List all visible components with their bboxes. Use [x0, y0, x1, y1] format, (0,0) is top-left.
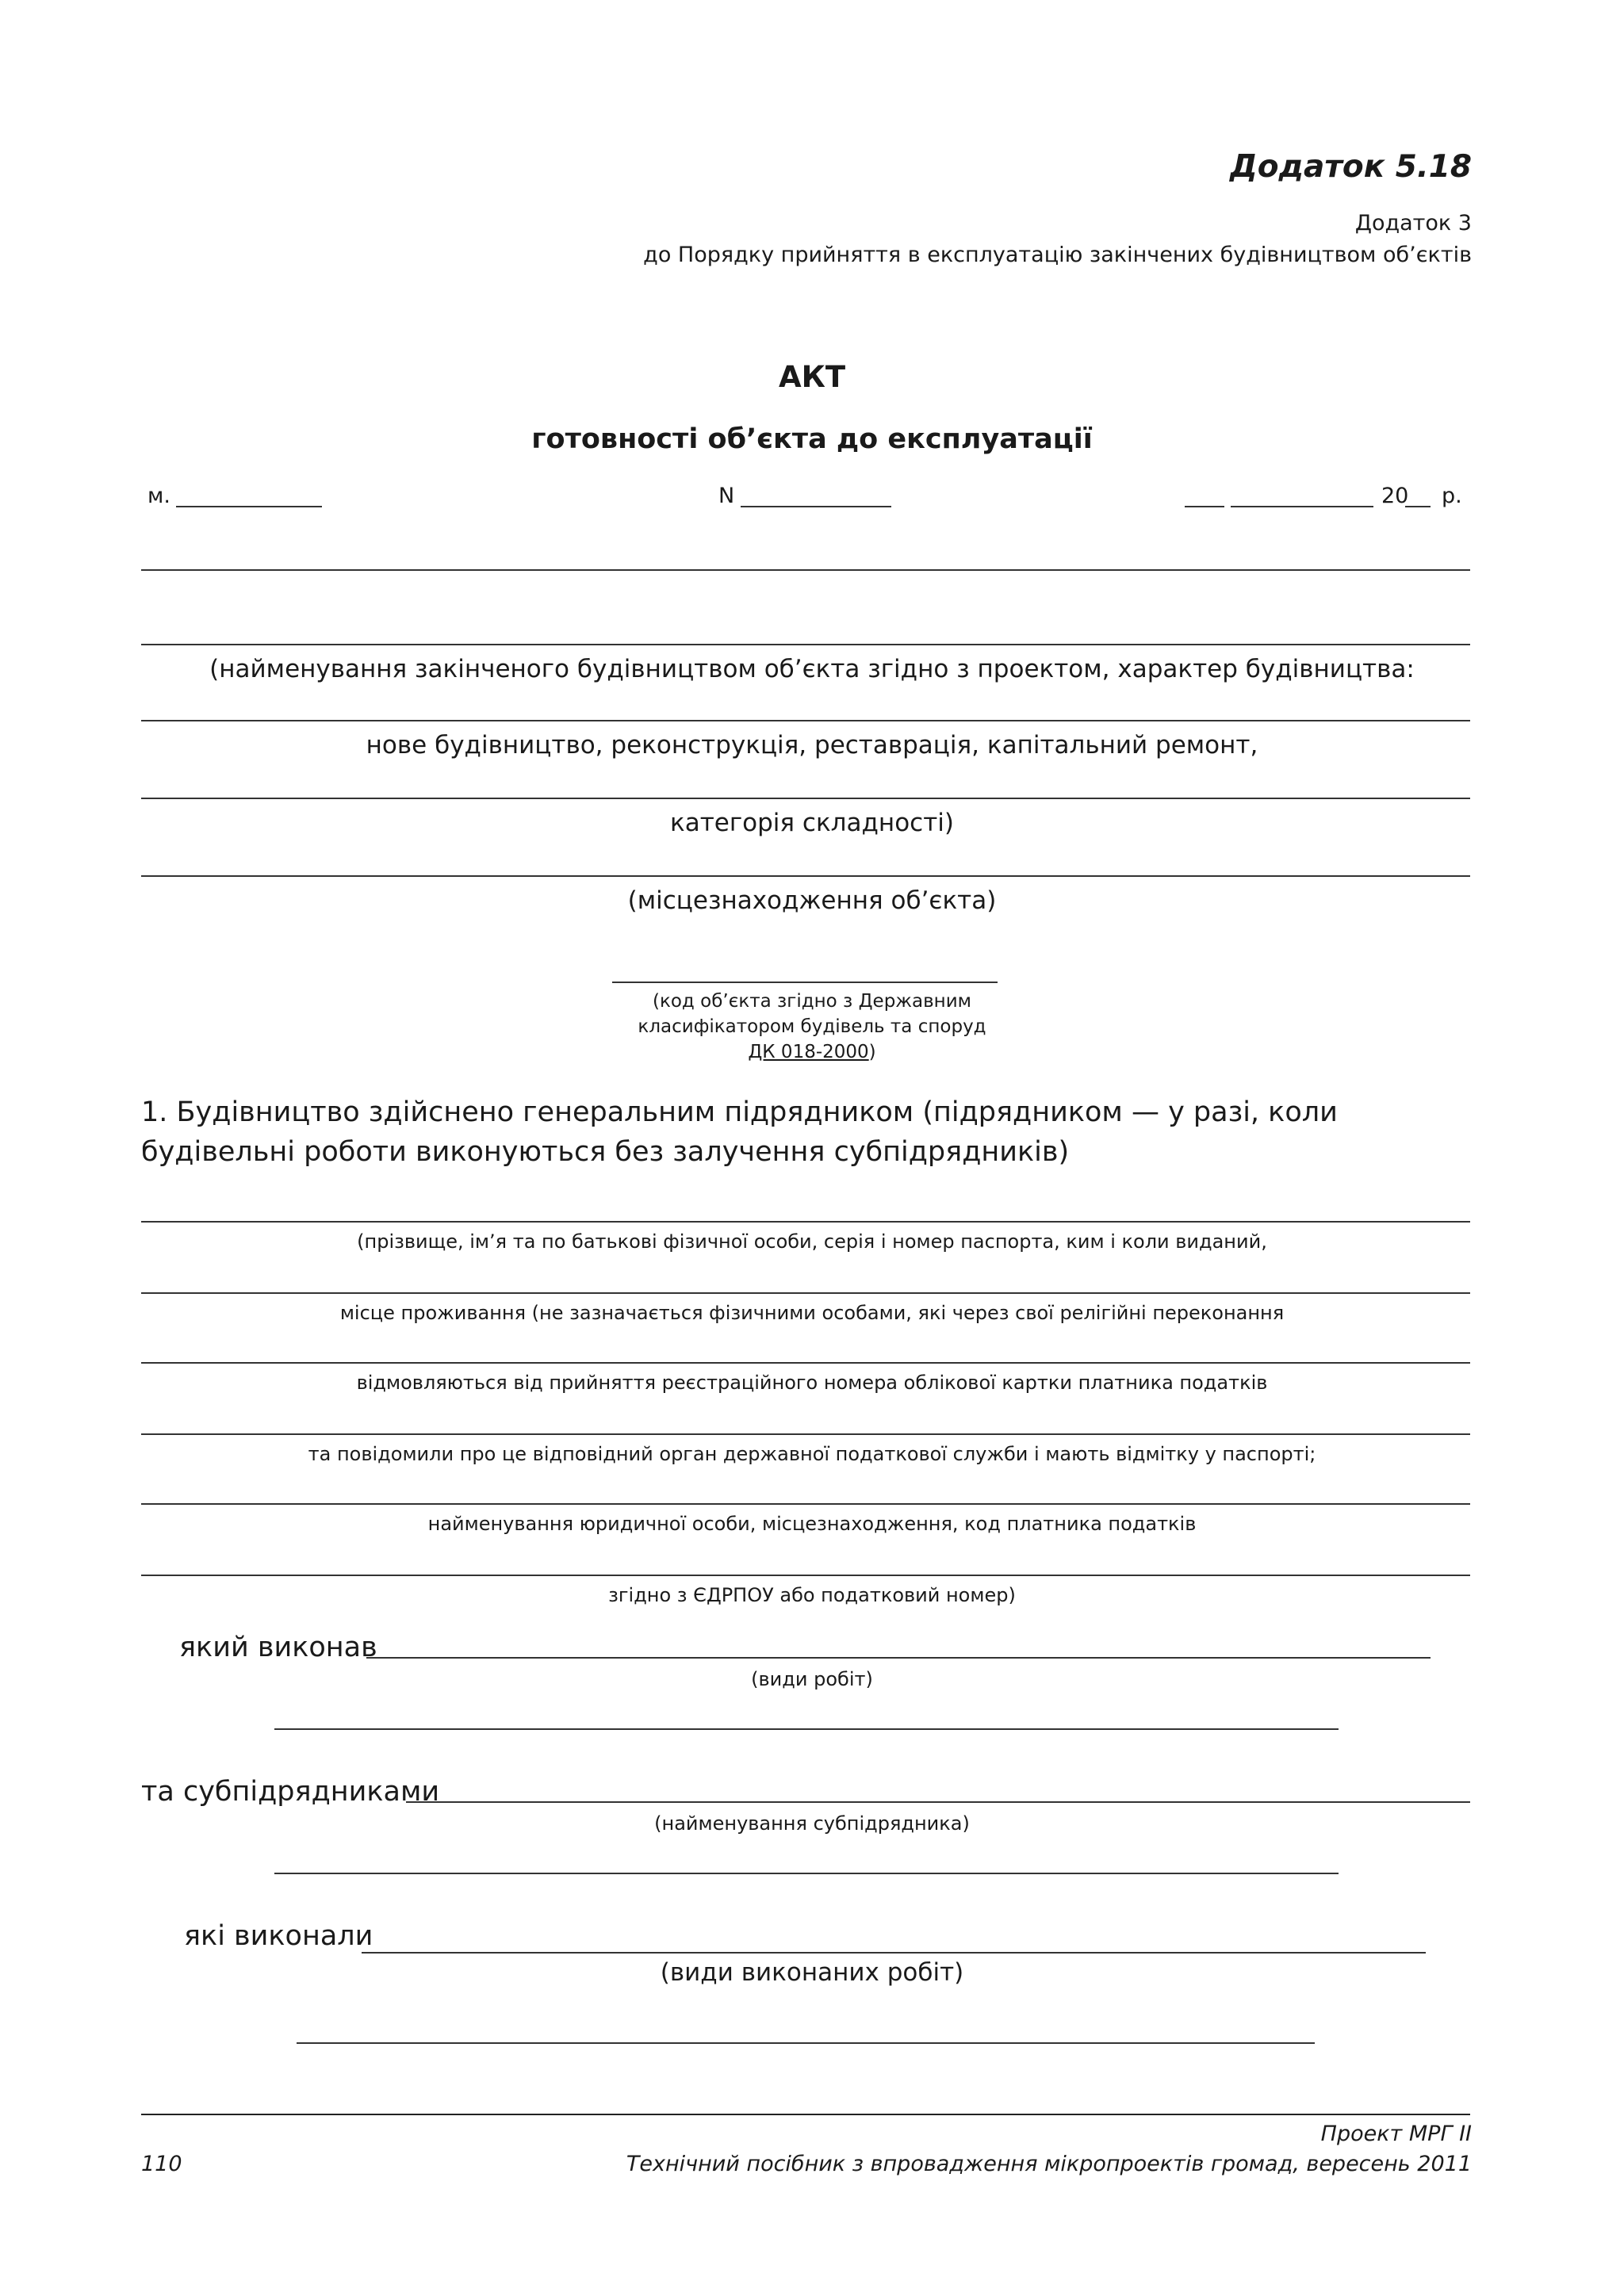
footer-rule [141, 2114, 1470, 2115]
object-code-line [612, 982, 998, 983]
number-blank-line [741, 506, 891, 507]
performed-by-line-2 [297, 2042, 1315, 2044]
year-prefix: 20 [1381, 484, 1409, 508]
day-blank-line [1185, 506, 1224, 507]
contractor-line-1 [141, 1221, 1470, 1223]
object-name-line-1 [141, 569, 1470, 571]
contractor-caption-3: відмовляються від прийняття реєстраційного номера облікової картки платника податків [356, 1372, 1268, 1394]
contractor-line-3 [141, 1362, 1470, 1364]
location-caption: (місцезнаходження об’єкта) [627, 886, 997, 915]
subcontractors-caption: (найменування субпідрядника) [654, 1812, 970, 1835]
object-name-line-2 [141, 644, 1470, 645]
number-label: N [718, 484, 735, 508]
performed-line-2 [274, 1728, 1339, 1730]
classifier-code: ДК 018-2000 [748, 1042, 869, 1062]
location-line [141, 875, 1470, 877]
construction-type-caption: нове будівництво, реконструкція, реставрація, капітальний ремонт, [366, 731, 1258, 760]
performed-by-label: які виконали [184, 1920, 373, 1952]
object-type-line [141, 720, 1470, 721]
footer-manual-title: Технічний посібник з впровадження мікропроектів громад, вересень 2011 [626, 2152, 1472, 2176]
month-blank-line [1231, 506, 1373, 507]
year-blank-line [1405, 506, 1431, 507]
contractor-caption-4: та повідомили про це відповідний орган державної податкової служби і мають відмітку у паспорті; [308, 1443, 1316, 1465]
performed-label: який виконав [179, 1632, 377, 1663]
performed-by-caption: (види виконаних робіт) [660, 1958, 964, 1987]
performed-line [366, 1657, 1431, 1659]
contractor-caption-1: (прізвище, ім’я та по батькові фізичної особи, серія і номер паспорта, ким і коли виданий, [357, 1230, 1267, 1253]
object-code-note-3 [0, 1042, 1624, 1062]
object-code-note-1: (код об’єкта згідно з Державним [652, 991, 972, 1012]
contractor-line-6 [141, 1575, 1470, 1576]
annex-description: до Порядку прийняття в експлуатацію закінчених будівництвом об’єктів [643, 243, 1472, 267]
complexity-caption: категорія складності) [670, 809, 954, 837]
complexity-line [141, 798, 1470, 799]
contractor-caption-6: згідно з ЄДРПОУ або податковий номер) [608, 1584, 1016, 1606]
annex-reference: Додаток 3 [1354, 211, 1472, 235]
contractor-line-4 [141, 1433, 1470, 1435]
contractor-line-5 [141, 1503, 1470, 1505]
object-name-caption: (найменування закінченого будівництвом об’єкта згідно з проектом, характер будівництва: [209, 655, 1415, 683]
year-suffix: р. [1442, 484, 1462, 508]
performed-by-line [362, 1952, 1426, 1954]
subcontractors-line-2 [274, 1873, 1339, 1874]
contractor-caption-5: найменування юридичної особи, місцезнаходження, код платника податків [427, 1513, 1197, 1535]
city-blank-line [176, 506, 322, 507]
section-1-text: 1. Будівництво здійснено генеральним підрядником (підрядником — у разі, коли будівельні роботи виконуються без залучення субпідрядників) [141, 1096, 1338, 1168]
annex-title: Додаток 5.18 [1229, 149, 1472, 185]
page-number: 110 [141, 2152, 182, 2176]
contractor-caption-2: місце проживання (не зазначається фізичними особами, які через свої релігійні переконання [339, 1302, 1285, 1324]
city-label: м. [147, 484, 170, 508]
closing-paren: ) [868, 1042, 876, 1062]
subcontractors-label: та субпідрядниками [141, 1776, 440, 1808]
document-title: АКТ [778, 360, 846, 394]
object-code-note-2: класифікатором будівель та споруд [638, 1016, 986, 1037]
footer-project: Проект МРГ ІІ [1320, 2122, 1472, 2146]
document-subtitle: готовності об’єкта до експлуатації [531, 423, 1093, 455]
performed-caption: (види робіт) [751, 1668, 873, 1690]
subcontractors-line [406, 1801, 1470, 1803]
contractor-line-2 [141, 1292, 1470, 1294]
